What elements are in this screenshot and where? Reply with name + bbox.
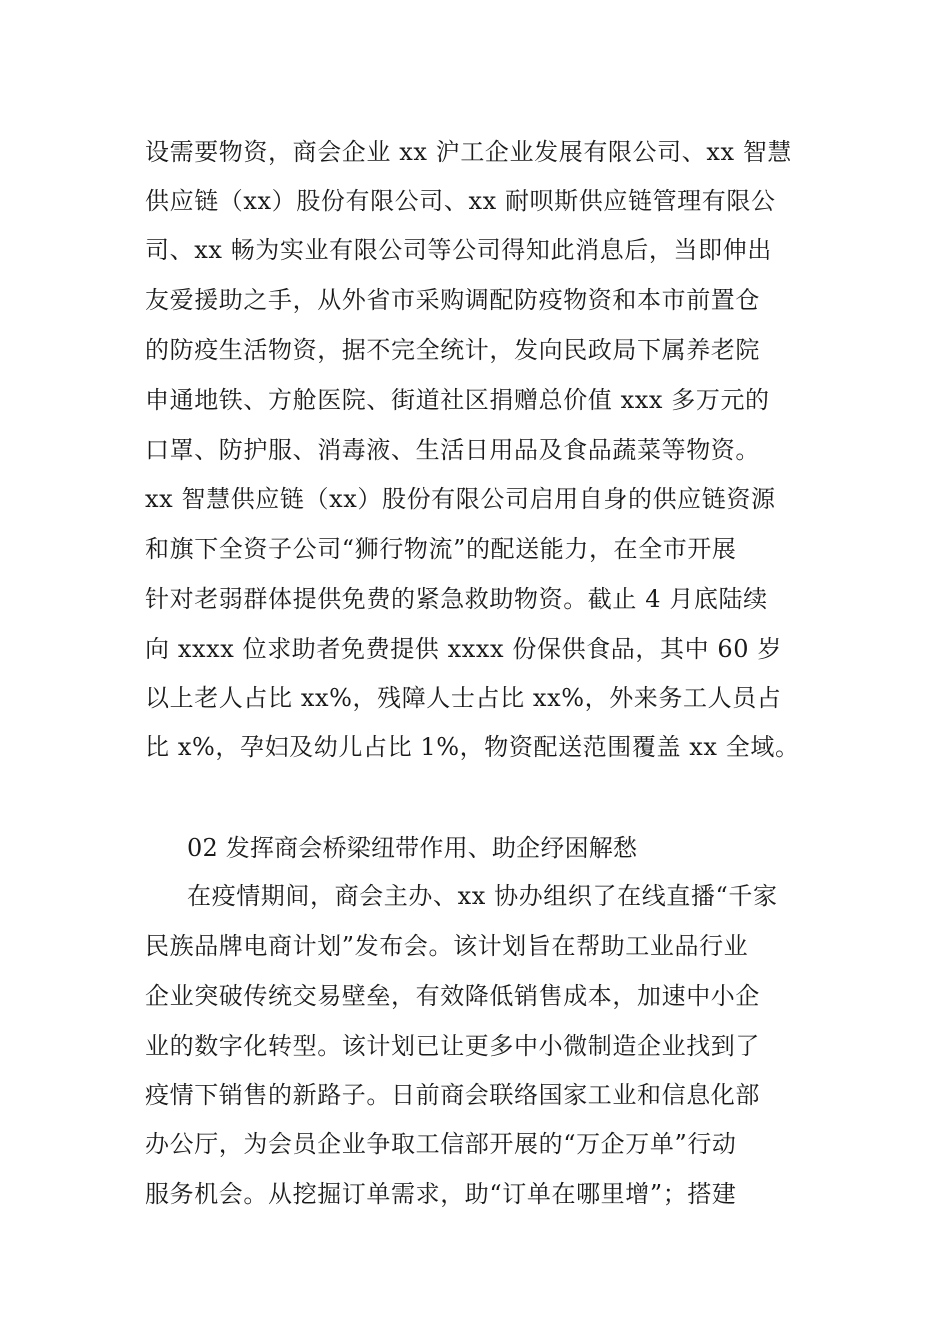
text-line: 办公厅，为会员企业争取工信部开展的“万企万单”行动 bbox=[145, 1130, 737, 1158]
text-line: xx 智慧供应链（xx）股份有限公司启用自身的供应链资源 bbox=[145, 485, 776, 513]
text-line: 和旗下全资子公司“狮行物流”的配送能力，在全市开展 bbox=[145, 535, 737, 563]
text-line: 申通地铁、方舱医院、街道社区捐赠总价值 xxx 多万元的 bbox=[145, 386, 770, 414]
text-line: 企业突破传统交易壁垒，有效降低销售成本，加速中小企 bbox=[145, 982, 760, 1010]
text-line: 疫情下销售的新路子。日前商会联络国家工业和信息化部 bbox=[145, 1081, 760, 1109]
section-heading: 02 发挥商会桥梁纽带作用、助企纾困解愁 bbox=[187, 834, 638, 862]
text-line: 在疫情期间，商会主办、xx 协办组织了在线直播“千家 bbox=[187, 882, 778, 910]
text-line: 的防疫生活物资，据不完全统计，发向民政局下属养老院 bbox=[145, 336, 760, 364]
text-line: 向 xxxx 位求助者免费提供 xxxx 份保供食品，其中 60 岁 bbox=[145, 635, 782, 663]
text-line: 比 x%，孕妇及幼儿占比 1%，物资配送范围覆盖 xx 全域。 bbox=[145, 733, 800, 761]
text-line: 业的数字化转型。该计划已让更多中小微制造企业找到了 bbox=[145, 1032, 760, 1060]
text-line: 设需要物资，商会企业 xx 沪工企业发展有限公司、xx 智慧 bbox=[145, 138, 793, 166]
text-line: 以上老人占比 xx%，残障人士占比 xx%，外来务工人员占 bbox=[145, 684, 782, 712]
text-line: 友爱援助之手，从外省市采购调配防疫物资和本市前置仓 bbox=[145, 286, 760, 314]
text-line: 口罩、防护服、消毒液、生活日用品及食品蔬菜等物资。 bbox=[145, 436, 760, 464]
text-line: 司、xx 畅为实业有限公司等公司得知此消息后，当即伸出 bbox=[145, 236, 772, 264]
text-line: 民族品牌电商计划”发布会。该计划旨在帮助工业品行业 bbox=[145, 932, 749, 960]
text-line: 针对老弱群体提供免费的紧急救助物资。截止 4 月底陆续 bbox=[145, 585, 768, 613]
text-line: 服务机会。从挖掘订单需求，助“订单在哪里增”；搭建 bbox=[145, 1180, 737, 1208]
text-line: 供应链（xx）股份有限公司、xx 耐呗斯供应链管理有限公 bbox=[145, 187, 776, 215]
